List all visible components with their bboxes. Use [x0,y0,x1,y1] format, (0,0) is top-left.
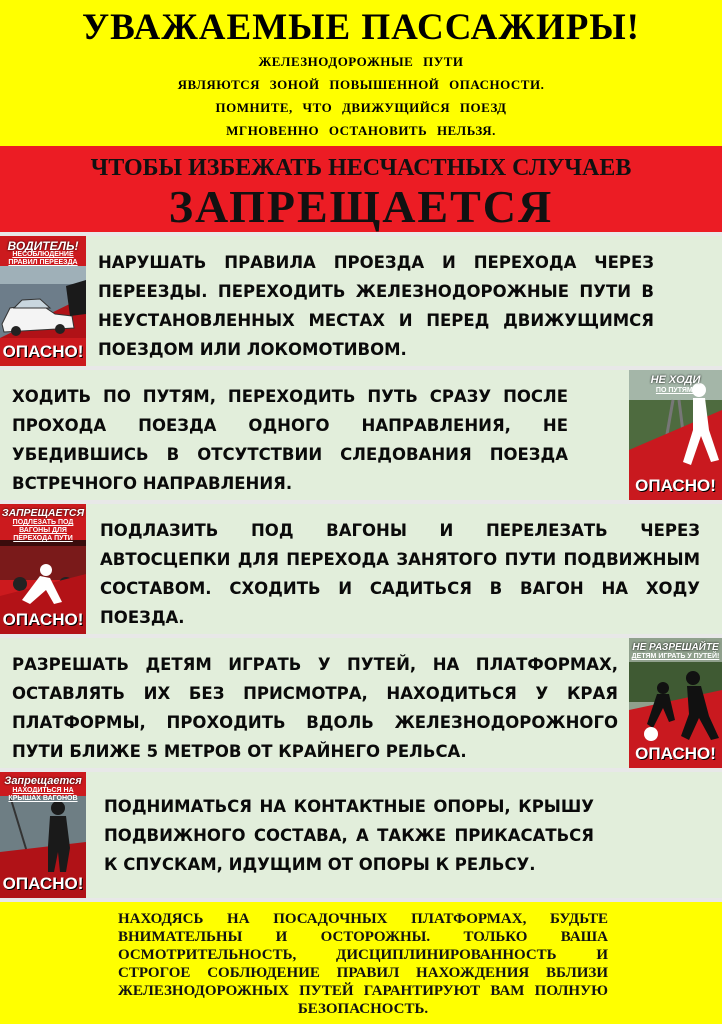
header [0,0,722,146]
rule-item [0,638,722,768]
danger-label: ОПАСНО! [2,610,84,629]
picture-label: ЗАПРЕЩАЕТСЯ [1,507,85,519]
rule-text: ПОДНИМАТЬСЯ НА КОНТАКТНЫЕ ОПОРЫ, КРЫШУ ПОДВИЖНОГО СОСТАВА, А ТАКЖЕ ПРИКАСАТЬСЯ К СПУСКАМ, ИДУЩИМ ОТ ОПОРЫ К РЕЛЬСУ. [104,797,594,874]
picture-caption: ПО ПУТЯМ! [655,387,696,394]
picture-caption: НЕСОБЛЮДЕНИЕ ПРАВИЛ ПЕРЕЕЗДА [8,251,78,266]
warning-picture [629,370,722,500]
header-title: УВАЖАЕМЫЕ ПАССАЖИРЫ! [82,7,640,48]
warning-picture [0,504,86,634]
warning-picture [0,236,86,366]
danger-label: ОПАСНО! [635,744,716,763]
picture-caption: ПОДЛЕЗАТЬ ПОД ВАГОНЫ ДЛЯ ПЕРЕХОДА ПУТИ [12,519,74,542]
rule-item [0,772,722,898]
header-line: ПОМНИТЕ, ЧТО ДВИЖУЩИЙСЯ ПОЕЗД [215,100,507,115]
picture-caption: НАХОДИТЬСЯ НА КРЫШАХ ВАГОНОВ [8,787,78,802]
header-line: ЖЕЛЕЗНОДОРОЖНЫЕ ПУТИ [258,54,464,69]
rule-text: НАРУШАТЬ ПРАВИЛА ПРОЕЗДА И ПЕРЕХОДА ЧЕРЕЗ ПЕРЕЕЗДЫ. ПЕРЕХОДИТЬ ЖЕЛЕЗНОДОРОЖНЫЕ ПУТИ В НЕУСТАНОВЛЕННЫХ МЕСТАХ И ПЕРЕД ДВИЖУЩИМСЯ ПОЕЗДОМ ИЛИ ЛОКОМОТИВОМ. [98,253,654,359]
warning-banner [0,146,722,232]
warning-picture [0,772,86,898]
header-line: ЯВЛЯЮТСЯ ЗОНОЙ ПОВЫШЕННОЙ ОПАСНОСТИ. [177,77,545,92]
picture-label: НЕ РАЗРЕШАЙТЕ [632,642,719,653]
picture-label: НЕ ХОДИ [650,374,701,386]
picture-label: ВОДИТЕЛЬ! [7,239,79,253]
danger-label: ОПАСНО! [2,342,84,361]
picture-caption: ДЕТЯМ ИГРАТЬ У ПУТЕЙ! [631,653,720,660]
rule-item [0,504,722,634]
rule-item [0,370,722,500]
rule-text: РАЗРЕШАТЬ ДЕТЯМ ИГРАТЬ У ПУТЕЙ, НА ПЛАТФОРМАХ, ОСТАВЛЯТЬ ИХ БЕЗ ПРИСМОТРА, НАХОДИТЬСЯ У КРАЯ ПЛАТФОРМЫ, ПРОХОДИТЬ ВДОЛЬ ЖЕЛЕЗНОДОРОЖНОГО ПУТИ БЛИЖЕ 5 МЕТРОВ ОТ КРАЙНЕГО РЕЛЬСА. [12,655,618,761]
banner-title: ЗАПРЕЩАЕТСЯ [168,181,554,232]
picture-label: Запрещается [4,775,82,787]
rule-item [0,236,722,366]
header-line: МГНОВЕННО ОСТАНОВИТЬ НЕЛЬЗЯ. [226,123,496,138]
banner-subtitle: ЧТОБЫ ИЗБЕЖАТЬ НЕСЧАСТНЫХ СЛУЧАЕВ [90,155,632,181]
danger-label: ОПАСНО! [2,874,84,893]
rule-text: ХОДИТЬ ПО ПУТЯМ, ПЕРЕХОДИТЬ ПУТЬ СРАЗУ ПОСЛЕ ПРОХОДА ПОЕЗДА ОДНОГО НАПРАВЛЕНИЯ, НЕ УБЕДИВШИСЬ В ОТСУТСТВИИ СЛЕДОВАНИЯ ПОЕЗДА ВСТРЕЧНОГО НАПРАВЛЕНИЯ. [12,387,568,493]
footer [0,902,722,1024]
danger-label: ОПАСНО! [635,476,716,495]
footer-text: НАХОДЯСЬ НА ПОСАДОЧНЫХ ПЛАТФОРМАХ, БУДЬТЕ ВНИМАТЕЛЬНЫ И ОСТОРОЖНЫ. ТОЛЬКО ВАША ОСМОТРИТЕЛЬНОСТЬ, ДИСЦИПЛИНИРОВАННОСТЬ И СТРОГОЕ СОБЛЮДЕНИЕ ПРАВИЛ НАХОЖДЕНИЯ ВБЛИЗИ ЖЕЛЕЗНОДОРОЖНЫХ ПУТЕЙ ГАРАНТИРУЮТ ВАМ ПОЛНУЮ БЕЗОПАСНОСТЬ. [118,911,608,1017]
warning-picture [629,638,722,768]
rule-text: ПОДЛАЗИТЬ ПОД ВАГОНЫ И ПЕРЕЛЕЗАТЬ ЧЕРЕЗ АВТОСЦЕПКИ ДЛЯ ПЕРЕХОДА ЗАНЯТОГО ПУТИ ПОДВИЖНЫМ СОСТАВОМ. СХОДИТЬ И САДИТЬСЯ В ВАГОН НА ХОДУ ПОЕЗДА. [100,521,700,627]
